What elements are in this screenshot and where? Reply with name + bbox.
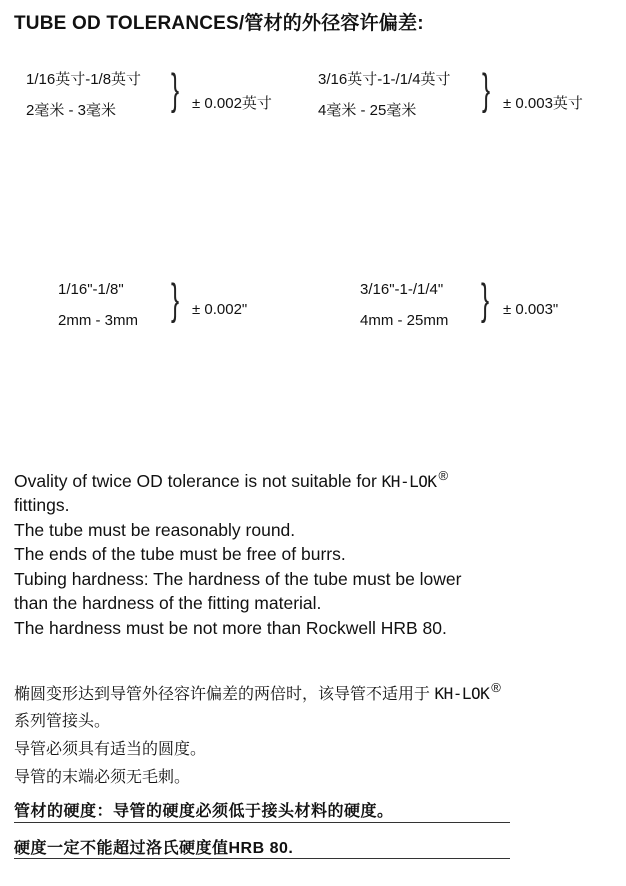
spec-en-1-tolerance: ± 0.002": [192, 301, 248, 318]
brace-icon: }: [171, 275, 180, 324]
note-en-1-text: Ovality of twice OD tolerance is not suitable for: [14, 471, 377, 491]
note-en-3: The tube must be reasonably round.: [14, 520, 296, 540]
spec-en-2-metric: 4mm - 25mm: [360, 312, 449, 329]
brace-icon: }: [482, 65, 491, 114]
note-cn-1-text: 椭圆变形达到导管外径容许偏差的两倍时，该导管不适用于: [14, 686, 431, 703]
note-en-2: fittings.: [14, 495, 70, 515]
note-en-4: The ends of the tube must be free of burrs.: [14, 544, 346, 564]
note-cn-4: 导管的末端必须无毛刺。: [14, 769, 191, 786]
registered-mark: ®: [438, 468, 449, 483]
spec-cn-1-tolerance: ± 0.002英寸: [192, 95, 272, 112]
spec-cn-2-tolerance: ± 0.003英寸: [503, 95, 583, 112]
note-en-6: than the hardness of the fitting material.: [14, 593, 322, 613]
spec-cn-1-range: 1/16英寸-1/8英寸: [26, 71, 142, 88]
spec-cn-2-range: 3/16英寸-1-/1/4英寸: [318, 71, 451, 88]
spec-en-1-metric: 2mm - 3mm: [58, 312, 138, 329]
note-cn-1: [14, 680, 501, 709]
underline-divider: [14, 822, 510, 823]
underline-divider: [14, 858, 510, 859]
brace-icon: }: [171, 65, 180, 114]
note-en-7: The hardness must be not more than Rockwell HRB 80.: [14, 618, 447, 638]
spec-en-2-range: 3/16"-1-/1/4": [360, 281, 444, 298]
spec-en-2-tolerance: ± 0.003": [503, 301, 559, 318]
note-en-1: [14, 469, 448, 495]
page-title: TUBE OD TOLERANCES/管材的外径容许偏差:: [14, 13, 424, 34]
spec-en-1-range: 1/16"-1/8": [58, 281, 124, 298]
spec-cn-1-metric: 2毫米 - 3毫米: [26, 102, 117, 119]
note-cn-5: 管材的硬度：导管的硬度必须低于接头材料的硬度。: [14, 803, 394, 820]
brand-name: KH-LOK: [381, 472, 437, 491]
note-cn-6: 硬度一定不能超过洛氏硬度值HRB 80.: [14, 840, 294, 857]
registered-mark: ®: [491, 680, 501, 695]
brace-icon: }: [481, 275, 490, 324]
spec-cn-2-metric: 4毫米 - 25毫米: [318, 102, 417, 119]
note-cn-2: 系列管接头。: [14, 713, 111, 730]
brand-name: KH-LOK: [434, 684, 490, 703]
note-cn-3: 导管必须具有适当的圆度。: [14, 741, 207, 758]
note-en-5: Tubing hardness: The hardness of the tube must be lower: [14, 569, 462, 589]
